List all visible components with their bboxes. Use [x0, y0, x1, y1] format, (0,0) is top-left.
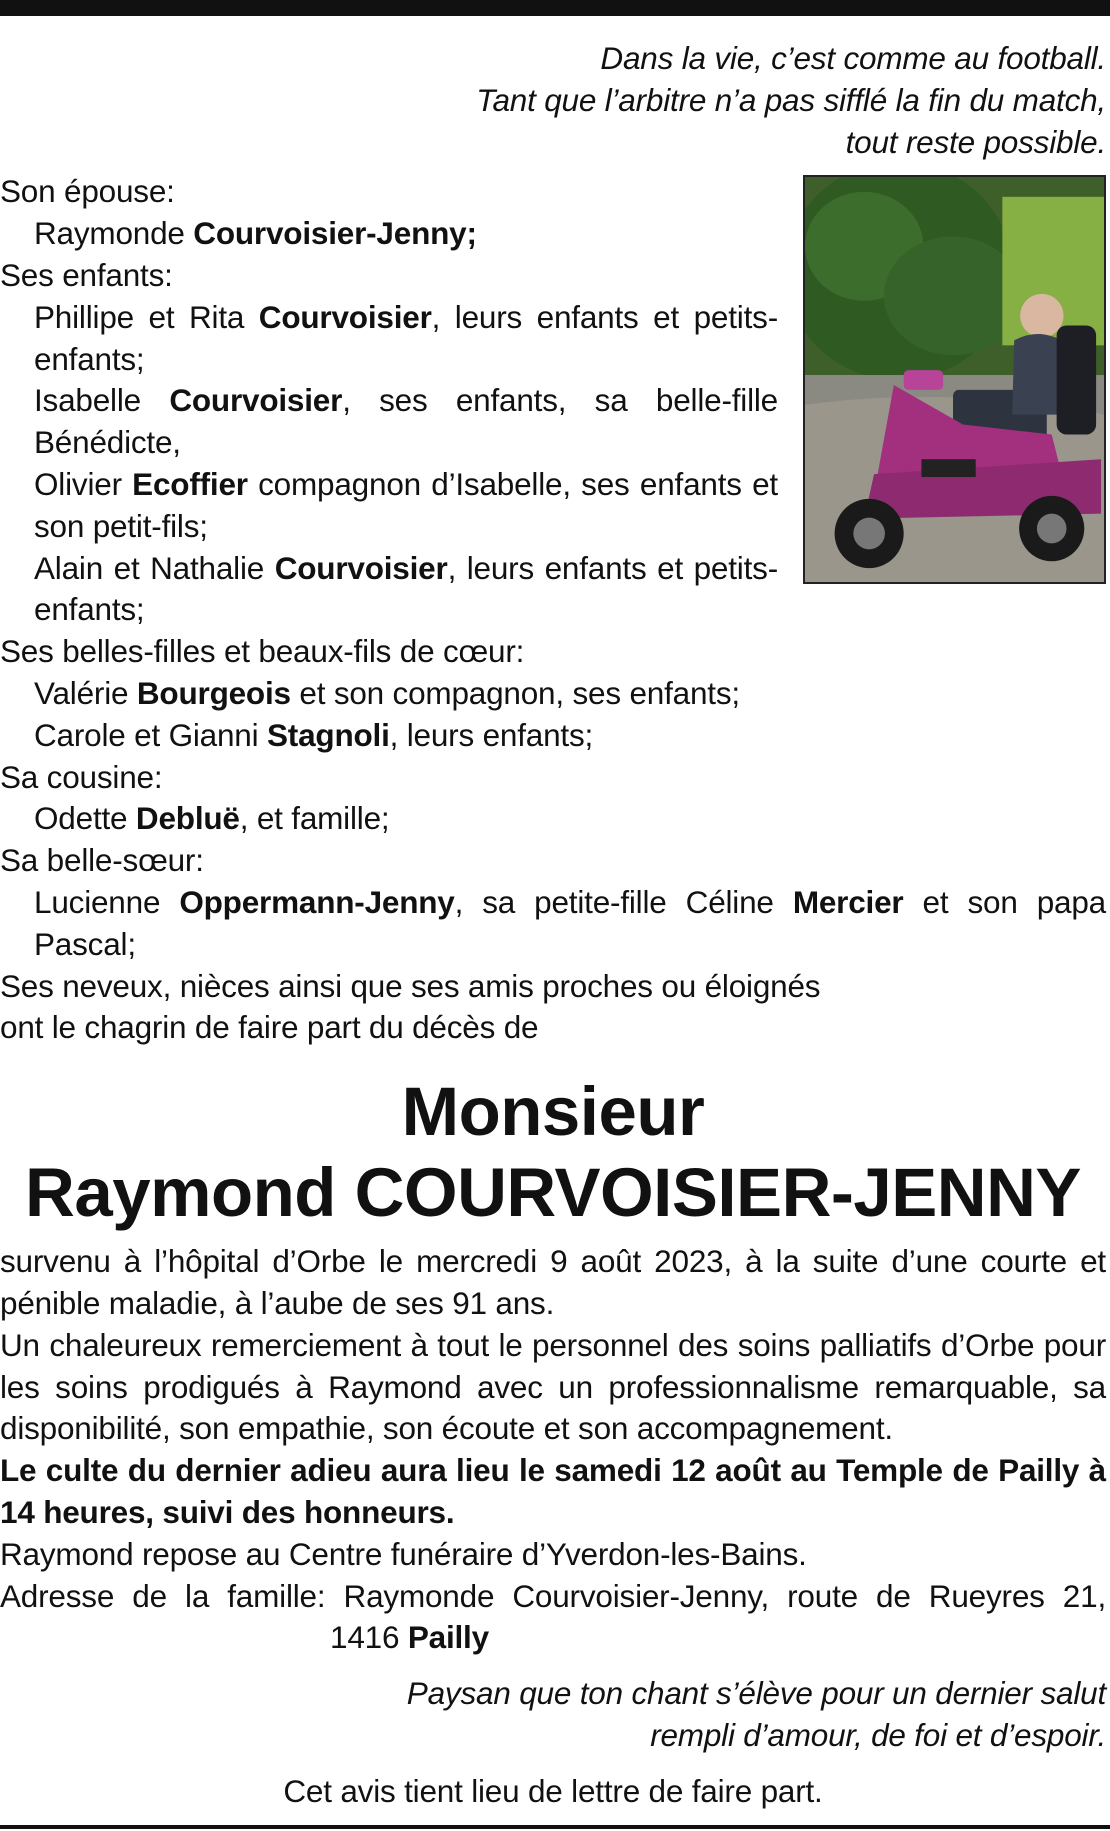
closing-quote	[0, 1673, 1106, 1757]
inlaw-entry: Carole et Gianni Stagnoli, leurs enfants;	[34, 716, 594, 753]
portrait-photo	[803, 175, 1106, 584]
closing-quote-line: rempli d’amour, de foi et d’espoir.	[650, 1716, 1106, 1753]
family-list	[0, 171, 1106, 1049]
cousin-entry: Odette Debluë, et famille;	[34, 800, 390, 837]
sister-in-law-label: Sa belle-sœur:	[0, 842, 204, 879]
child-entry: Isabelle Courvoisier, ses enfants, sa belle-fille Bénédicte,	[34, 382, 778, 461]
child-entry: Alain et Nathalie Courvoisier, leurs enfants et petits-enfants;	[34, 549, 778, 628]
cousin-label: Sa cousine:	[0, 758, 163, 795]
sister-in-law-entry: Lucienne Oppermann-Jenny, sa petite-fille Céline Mercier et son papa Pascal;	[34, 883, 1106, 962]
spouse-label: Son épouse:	[0, 173, 175, 210]
deceased-name-heading	[0, 1071, 1106, 1233]
child-entry: Phillipe et Rita Courvoisier, leurs enfants et petits-enfants;	[34, 298, 778, 377]
epigraph-line: Dans la vie, c’est comme au football.	[600, 40, 1106, 76]
family-address-town: 1416 Pailly	[330, 1619, 489, 1656]
notice-body	[0, 1241, 1106, 1659]
epigraph	[0, 38, 1106, 163]
deceased-name: Raymond COURVOISIER-JENNY	[25, 1154, 1081, 1232]
inlaw-entry: Valérie Bourgeois et son compagnon, ses enfants;	[34, 674, 740, 711]
photo-illustration	[805, 177, 1104, 582]
children-label: Ses enfants:	[0, 256, 173, 293]
closing-quote-line: Paysan que ton chant s’élève pour un dernier salut	[406, 1675, 1106, 1712]
epigraph-line: tout reste possible.	[845, 123, 1106, 160]
epigraph-line: Tant que l’arbitre n’a pas sifflé la fin du match,	[476, 81, 1106, 118]
family-address: Adresse de la famille: Raymonde Courvoisier-Jenny, route de Rueyres 21,	[0, 1577, 1106, 1614]
inlaws-label: Ses belles-filles et beaux-fils de cœur:	[0, 633, 525, 670]
thanks-paragraph: Un chaleureux remerciement à tout le personnel des soins palliatifs d’Orbe pour les soins prodigués à Raymond avec un professionnalisme remarquable, sa disponibilité, son empathie, son écoute et son accompagnement.	[0, 1326, 1106, 1447]
honorific: Monsieur	[401, 1073, 705, 1151]
rests-at: Raymond repose au Centre funéraire d’Yverdon-les-Bains.	[0, 1535, 807, 1572]
death-details: survenu à l’hôpital d’Orbe le mercredi 9 août 2023, à la suite d’une courte et pénible maladie, à l’aube de ses 91 ans.	[0, 1243, 1106, 1321]
spouse-entry: Raymonde Courvoisier-Jenny;	[34, 215, 477, 252]
service-details: Le culte du dernier adieu aura lieu le samedi 12 août au Temple de Pailly à 14 heures, suivi des honneurs.	[0, 1452, 1106, 1530]
announcement-line: ont le chagrin de faire part du décès de	[0, 1009, 539, 1046]
footer-note: Cet avis tient lieu de lettre de faire part.	[283, 1772, 823, 1809]
obituary-notice	[0, 38, 1106, 1812]
bottom-rule	[0, 1825, 1110, 1829]
child-entry: Olivier Ecoffier compagnon d’Isabelle, ses enfants et son petit-fils;	[34, 465, 778, 544]
relatives-line: Ses neveux, nièces ainsi que ses amis proches ou éloignés	[0, 967, 821, 1004]
top-rule	[0, 0, 1110, 16]
